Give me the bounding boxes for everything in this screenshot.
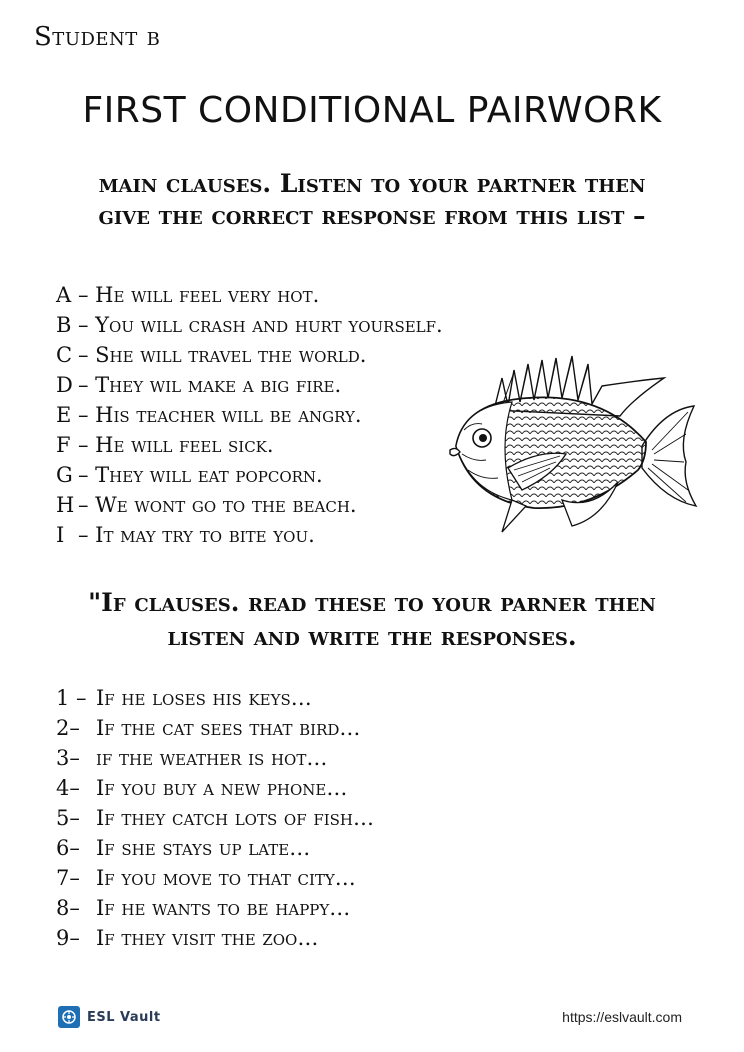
website-link[interactable]: https://eslvault.com — [562, 1009, 682, 1025]
item-text: – She will travel the world. — [78, 343, 367, 367]
list-item — [56, 400, 443, 430]
section-b-instruction-line-2: listen and write the responses. — [167, 622, 577, 651]
list-item — [56, 340, 443, 370]
item-text: – He will feel very hot. — [78, 283, 320, 307]
item-key: 3– — [56, 746, 80, 770]
item-key: 1 – — [56, 686, 87, 710]
fish-icon — [442, 350, 704, 540]
list-item — [56, 430, 443, 460]
section-a-instructions — [0, 168, 744, 232]
vault-icon — [58, 1006, 80, 1028]
section-b-instruction-line-1: "If clauses. read these to your parner then — [88, 588, 656, 617]
item-key: A — [56, 283, 72, 307]
item-text: if the weather is hot… — [96, 746, 328, 770]
item-text: – He will feel sick. — [78, 433, 274, 457]
if-clause-list — [56, 683, 374, 953]
list-item — [56, 743, 374, 773]
list-item — [56, 490, 443, 520]
list-item — [56, 310, 443, 340]
item-key: E — [56, 403, 72, 427]
list-item — [56, 833, 374, 863]
item-key: F — [56, 433, 71, 457]
brand-name: ESL Vault — [87, 1009, 161, 1025]
item-text: – You will crash and hurt yourself. — [78, 313, 443, 337]
list-item — [56, 280, 443, 310]
item-key: H — [56, 493, 75, 517]
item-text: If they visit the zoo… — [96, 926, 319, 950]
item-key: D — [56, 373, 73, 397]
item-text: – They will eat popcorn. — [78, 463, 323, 487]
item-key: 9– — [56, 926, 80, 950]
list-item — [56, 713, 374, 743]
list-item — [56, 460, 443, 490]
list-item — [56, 683, 374, 713]
item-key: C — [56, 343, 73, 367]
item-key: 2– — [56, 716, 80, 740]
item-text: If she stays up late… — [96, 836, 311, 860]
item-text: – His teacher will be angry. — [78, 403, 362, 427]
list-item — [56, 803, 374, 833]
item-key: B — [56, 313, 72, 337]
section-b-instructions — [0, 586, 744, 654]
item-text: – It may try to bite you. — [78, 523, 315, 547]
list-item — [56, 773, 374, 803]
section-a-instruction-line-2: give the correct response from this list – — [98, 201, 646, 230]
page-title: FIRST CONDITIONAL PAIRWORK — [82, 90, 662, 131]
item-text: – We wont go to the beach. — [78, 493, 357, 517]
brand-logo[interactable] — [58, 1006, 161, 1028]
item-text: If you buy a new phone… — [96, 776, 348, 800]
item-key: 6– — [56, 836, 80, 860]
list-item — [56, 923, 374, 953]
student-label: Student b — [34, 22, 161, 52]
item-key: 5– — [56, 806, 80, 830]
list-item — [56, 370, 443, 400]
item-key: G — [56, 463, 73, 487]
section-a-instruction-line-1: main clauses. Listen to your partner then — [98, 169, 646, 198]
item-text: – They wil make a big fire. — [78, 373, 342, 397]
item-text: If they catch lots of fish… — [96, 806, 375, 830]
item-key: 7– — [56, 866, 80, 890]
list-item — [56, 893, 374, 923]
item-text: If the cat sees that bird… — [96, 716, 361, 740]
list-item — [56, 863, 374, 893]
item-text: If he loses his keys… — [96, 686, 312, 710]
item-key: I — [56, 523, 65, 547]
list-item — [56, 520, 443, 550]
response-list — [56, 280, 443, 550]
item-text: If you move to that city… — [96, 866, 356, 890]
item-text: If he wants to be happy… — [96, 896, 351, 920]
item-key: 4– — [56, 776, 80, 800]
item-key: 8– — [56, 896, 80, 920]
